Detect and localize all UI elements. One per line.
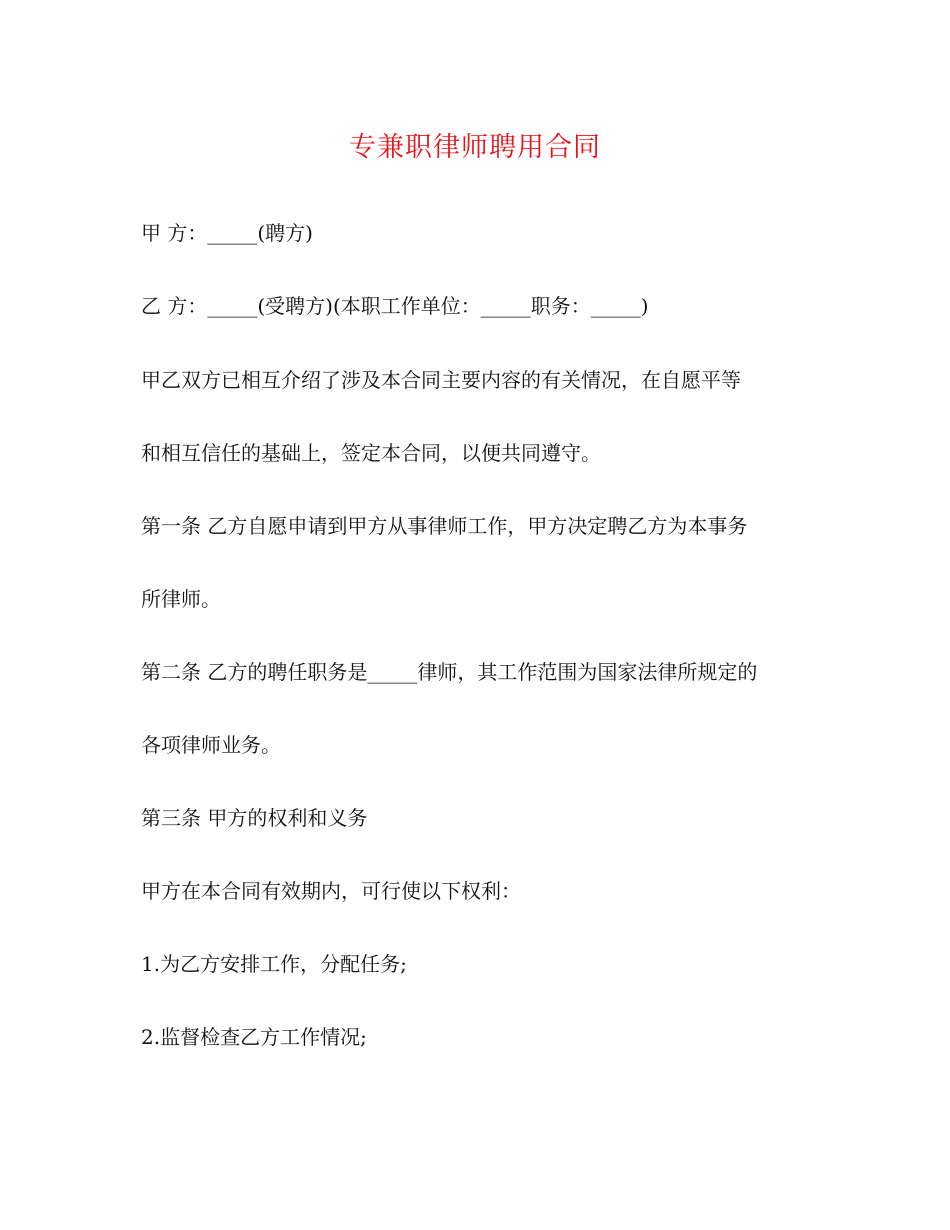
party-b-line: 乙 方：_____(受聘方)(本职工作单位：_____职务：_____) [141, 294, 649, 318]
preamble-line-2: 和相互信任的基础上，签定本合同，以便共同遵守。 [141, 441, 601, 465]
article-3-heading: 第三条 甲方的权利和义务 [141, 806, 368, 830]
party-a-line: 甲 方：_____(聘方) [141, 221, 313, 245]
article-2-line-2: 各项律师业务。 [141, 733, 281, 757]
article-1-line-1: 第一条 乙方自愿申请到甲方从事律师工作，甲方决定聘乙方为本事务 [141, 514, 748, 538]
preamble-line-1: 甲乙双方已相互介绍了涉及本合同主要内容的有关情况，在自愿平等 [141, 368, 741, 392]
article-2-line-1: 第二条 乙方的聘任职务是_____律师，其工作范围为国家法律所规定的 [141, 660, 758, 684]
document-title: 专兼职律师聘用合同 [349, 132, 601, 163]
article-1-line-2: 所律师。 [141, 587, 221, 611]
article-3-item-2: 2.监督检查乙方工作情况; [141, 1025, 367, 1049]
article-3-intro: 甲方在本合同有效期内，可行使以下权利： [141, 879, 521, 903]
article-3-item-1: 1.为乙方安排工作，分配任务; [141, 952, 407, 976]
